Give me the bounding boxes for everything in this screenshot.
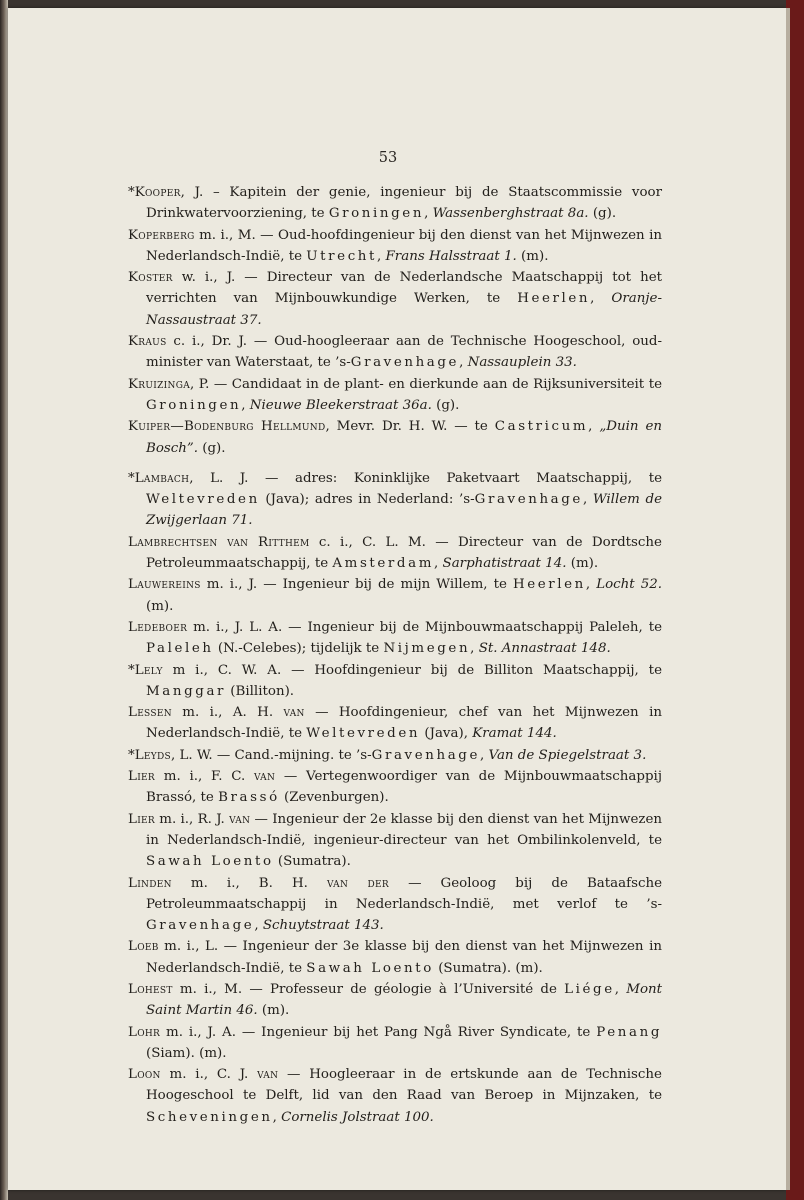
entry-text: m. i., F. C. (155, 769, 254, 785)
entry-text: (m). (146, 598, 174, 614)
page-number: 53 (378, 150, 398, 166)
entry-name-particle: van (253, 769, 276, 785)
entry-surname: Loeb (128, 939, 159, 955)
entry-surname: Loon (128, 1067, 161, 1083)
entry-surname: Lohest (128, 981, 173, 997)
directory-entry (128, 873, 662, 937)
directory-entry (128, 1022, 662, 1065)
entry-name-particle: van (229, 811, 251, 827)
directory-entry (128, 702, 662, 745)
entry-surname: Lambrechtsen van Ritthem (128, 534, 310, 550)
entry-name-particle: van (283, 705, 305, 721)
entry-surname: Kuiper—Bodenburg Hellmund (128, 419, 326, 435)
directory-entry (128, 1064, 662, 1128)
directory-entry (128, 468, 662, 532)
entry-text: , (614, 981, 627, 997)
entry-surname: Lohr (128, 1024, 161, 1040)
entry-address: St. Annastraat 148. (478, 641, 611, 657)
entry-place: Liége (564, 981, 615, 997)
entry-surname: Lier (128, 811, 155, 827)
entry-text: , (590, 291, 612, 307)
entry-surname: Leyds (134, 747, 171, 763)
directory-entry (128, 532, 662, 575)
entry-text: , (459, 355, 468, 371)
entry-name-particle: van (257, 1067, 279, 1083)
entry-place: Heerlen (512, 577, 586, 593)
entry-name-particle: van der (326, 875, 389, 891)
entry-place: Penang (596, 1024, 662, 1040)
entry-surname: Koster (128, 270, 173, 286)
page-edge (786, 8, 790, 1190)
directory-entry (128, 331, 662, 374)
entry-text: , (470, 641, 479, 657)
entry-place: Heerlen (517, 291, 591, 307)
entry-text: c. i., Dr. J. — Oud-hoogleeraar aan de Technische Hoogeschool, oud-minister van Waterstaat, te ’s- (146, 334, 662, 371)
entry-text: (g). (588, 206, 617, 222)
entry-text: , (588, 419, 600, 435)
entry-place: Gravenhage (371, 747, 480, 763)
directory-entry (128, 745, 662, 766)
entry-text: (g). (431, 397, 460, 413)
entry-text: , (272, 1109, 282, 1125)
entry-place: Groningen (146, 397, 242, 413)
entry-text: m. i., L. — Ingenieur der 3e klasse bij den dienst van het Mijnwezen in Nederlandsch-Indië, te (146, 939, 662, 976)
entry-place: Nijmegen (383, 641, 471, 657)
entry-text: , Mevr. Dr. H. W. — te (325, 419, 495, 435)
directory-entry (128, 416, 662, 459)
entry-address: Oranje-Nassaustraat 37. (146, 291, 662, 328)
entry-text: — Ingenieur der 2e klasse bij den dienst van het Mijnwezen in Nederlandsch-Indië, ingenieur-directeur van het Ombilinkolenveld, te (146, 811, 662, 848)
entry-text: , (424, 206, 433, 222)
directory-entry (128, 617, 662, 660)
entry-address: Schuytstraat 143. (262, 918, 384, 934)
entry-place: Scheveningen (146, 1109, 273, 1125)
entry-marker: * (128, 662, 135, 678)
entry-place: Castricum (494, 419, 589, 435)
directory-entry (128, 979, 662, 1022)
entry-text: m. i., A. H. (171, 705, 284, 721)
entry-text: , (241, 397, 250, 413)
entry-surname: Ledeboer (128, 619, 188, 635)
entry-surname: Lier (128, 769, 155, 785)
directory-entry (128, 182, 662, 225)
entry-text: (m). (566, 556, 599, 572)
entry-address: Mont Saint Martin 46. (146, 981, 663, 1019)
entry-text: m. i., J. A. — Ingenieur bij het Pang Ngå River Syndicate, te (160, 1024, 597, 1040)
entry-marker: * (128, 185, 135, 200)
entry-address: Wassenberghstraat 8a. (432, 206, 589, 222)
entry-address: Nieuwe Bleekerstraat 36a. (249, 397, 432, 413)
entry-text: (Billiton). (226, 683, 295, 699)
entry-text: , (585, 577, 597, 593)
directory-entry (128, 574, 662, 617)
entry-place: Paleleh (146, 641, 214, 657)
entry-text: — Geoloog bij de Bataafsche Petroleummaatschappij in Nederlandsch-Indië, met verlof te ’s- (146, 875, 662, 912)
entry-address: Frans Halsstraat 1. (385, 248, 517, 264)
entry-address: Locht 52. (596, 577, 662, 593)
entry-surname: Kraus (128, 334, 167, 350)
entry-text: m. i., M. — Professeur de géologie à l’Université de (172, 981, 565, 997)
entry-text: , (377, 248, 386, 264)
entry-place: Gravenhage (146, 918, 255, 934)
entry-place: Sawah Loento (146, 854, 274, 870)
directory-entry (128, 374, 662, 417)
entry-text: w. i., J. — Directeur van de Nederlandsche Maatschappij tot het verrichten van Mijnbouwkundige Werken, te (146, 270, 662, 307)
directory-entry (128, 936, 662, 979)
entry-address: Willem de Zwijgerlaan 71. (146, 492, 662, 529)
entry-marker: * (128, 470, 135, 486)
entry-place: Amsterdam (332, 556, 434, 572)
entry-text: , (479, 747, 489, 763)
entry-address: „Duin en Bosch”. (146, 419, 663, 456)
entry-surname: Linden (128, 875, 172, 891)
directory-entry (128, 660, 662, 703)
entry-surname: Kooper (134, 185, 181, 200)
entry-text: , L. W. — Cand.-mijning. te ’s- (171, 747, 372, 763)
entry-address: Van de Spiegelstraat 3. (488, 747, 647, 763)
entry-surname: Lessen (128, 705, 172, 721)
entry-text: m. i., R. J. (155, 811, 230, 827)
entry-place: Sawah Loento (306, 960, 434, 976)
entry-text: (Siam). (m). (146, 1045, 227, 1061)
entry-surname: Koperberg (128, 227, 195, 243)
entry-text: , (254, 918, 263, 934)
directory-entry (128, 267, 662, 331)
entry-text: , L. J. — adres: Koninklijke Paketvaart Maatschappij, te (189, 470, 662, 486)
entry-surname: Lauwereins (128, 577, 201, 593)
entry-marker: * (128, 747, 135, 763)
entry-text: m. i., J. L. A. — Ingenieur bij de Mijnbouwmaatschappij Paleleh, te (187, 619, 662, 635)
entry-text: (Java), (420, 726, 473, 742)
entry-address: Cornelis Jolstraat 100. (281, 1109, 434, 1125)
entry-text: , P. — Candidaat in de plant- en dierkunde aan de Rijksuniversiteit te (190, 376, 662, 392)
entry-address: Nassauplein 33. (467, 355, 577, 371)
entry-text: , (582, 492, 593, 508)
entry-place: Gravenhage (474, 492, 583, 508)
entry-text: , J. – Kapitein der genie, ingenieur bij de Staatscommissie voor Drinkwatervoorziening, te (146, 185, 662, 222)
entry-text: m. i., J. — Ingenieur bij de mijn Willem, te (200, 577, 513, 593)
entry-surname: Kruizinga (128, 376, 190, 392)
entry-text: m i., C. W. A. — Hoofdingenieur bij de Billiton Maatschappij, te (162, 662, 662, 678)
entry-text: — Hoofdingenieur, chef van het Mijnwezen in Nederlandsch-Indië, te (146, 705, 662, 742)
entry-place: Weltevreden (146, 492, 260, 508)
directory-entry (128, 766, 662, 809)
entry-text: m. i., M. — Oud-hoofdingenieur bij den dienst van het Mijnwezen in Nederlandsch-Indië, te (146, 227, 662, 264)
entry-text: (Java); adres in Nederland: ’s- (259, 492, 475, 508)
entry-text: — Hoogleeraar in de ertskunde aan de Technische Hoogeschool te Delft, lid van den Raad van Beroep in Mijnzaken, te (146, 1067, 662, 1104)
directory-entry (128, 809, 662, 873)
entry-text: c. i., C. L. M. — Directeur van de Dordtsche Petroleummaatschappij, te (146, 534, 662, 572)
book-spine-shadow (0, 0, 8, 1200)
entry-surname: Lely (134, 662, 163, 678)
entry-text: (Sumatra). (m). (433, 960, 543, 976)
entry-place: Weltevreden (306, 726, 421, 742)
entry-address: Sarphatistraat 14. (442, 556, 567, 572)
entry-text: m. i., B. H. (171, 875, 327, 891)
entry-text: (N.-Celebes); tijdelijk te (213, 641, 384, 657)
entry-text: (Zevenburgen). (279, 790, 389, 806)
entry-place: Utrecht (306, 248, 377, 264)
entry-surname: Lambach (134, 470, 190, 486)
entry-text: (g). (198, 440, 226, 456)
book-page (8, 8, 786, 1190)
entry-place: Manggar (146, 683, 227, 699)
directory-entries (128, 182, 662, 1128)
entry-text: , (434, 556, 443, 572)
entry-place: Gravenhage (350, 355, 460, 371)
entry-place: Groningen (328, 206, 425, 222)
entry-text: — Vertegenwoordiger van de Mijnbouwmaatschappij Brassó, te (146, 769, 662, 806)
directory-entry (128, 225, 662, 268)
entry-place: Brassó (218, 790, 280, 806)
entry-text: (m). (257, 1003, 290, 1019)
entry-text: (m). (516, 248, 549, 264)
entry-address: Kramat 144. (472, 726, 557, 742)
entry-text: (Sumatra). (273, 854, 351, 870)
entry-text: m. i., C. J. (160, 1067, 258, 1083)
